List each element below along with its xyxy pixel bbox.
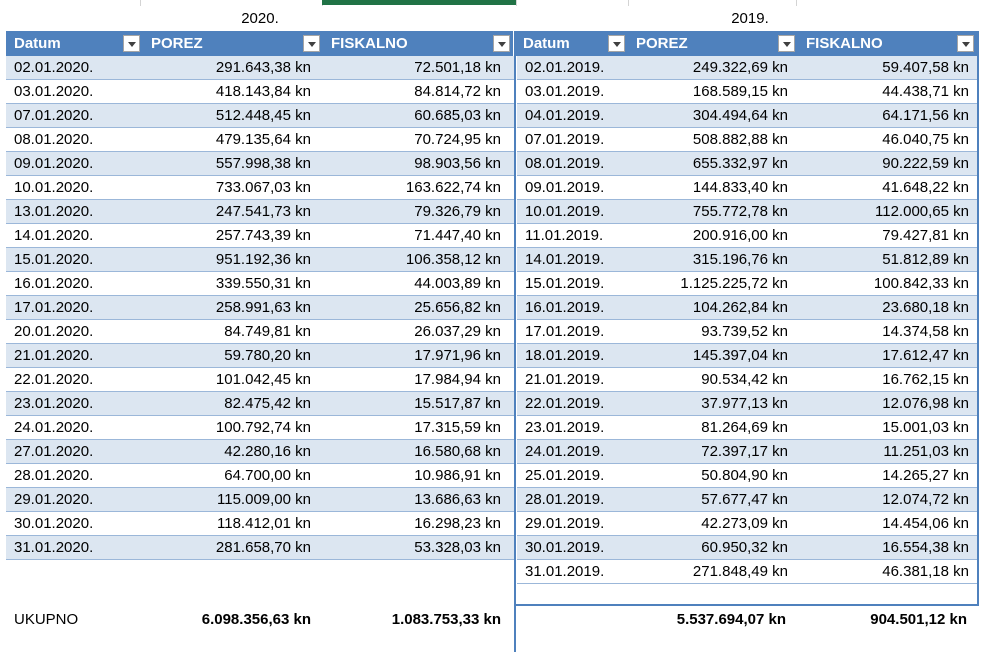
table-row (6, 272, 515, 296)
cell-porez[interactable]: 258.991,63 kn (215, 299, 311, 316)
cell-porez[interactable]: 100.792,74 kn (215, 419, 311, 436)
cell-fiskalno[interactable]: 16.762,15 kn (882, 371, 969, 388)
cell-fiskalno[interactable]: 84.814,72 kn (414, 83, 501, 100)
cell-porez[interactable]: 84.749,81 kn (224, 323, 311, 340)
cell-porez[interactable]: 755.772,78 kn (692, 203, 788, 220)
cell-fiskalno[interactable]: 17.971,96 kn (414, 347, 501, 364)
cell-fiskalno[interactable]: 13.686,63 kn (414, 491, 501, 508)
column-gridline (796, 0, 797, 6)
cell-fiskalno[interactable]: 14.265,27 kn (882, 467, 969, 484)
table-row (6, 80, 515, 104)
year-title-2020: 2020. (241, 10, 279, 27)
cell-datum[interactable]: 28.01.2019. (525, 491, 605, 508)
cell-datum[interactable]: 31.01.2019. (525, 563, 605, 580)
cell-fiskalno[interactable]: 72.501,18 kn (414, 59, 501, 76)
cell-porez[interactable]: 249.322,69 kn (692, 59, 788, 76)
cell-porez[interactable]: 57.677,47 kn (701, 491, 788, 508)
cell-porez[interactable]: 101.042,45 kn (215, 371, 311, 388)
cell-porez[interactable]: 315.196,76 kn (692, 251, 788, 268)
cell-porez[interactable]: 118.412,01 kn (217, 515, 311, 532)
cell-fiskalno[interactable]: 60.685,03 kn (414, 107, 501, 124)
header-label: POREZ (151, 35, 203, 52)
cell-datum[interactable]: 27.01.2020. (14, 443, 94, 460)
cell-porez[interactable]: 247.541,73 kn (215, 203, 311, 220)
cell-datum[interactable]: 08.01.2019. (525, 155, 605, 172)
header-label: POREZ (636, 35, 688, 52)
cell-datum[interactable]: 09.01.2020. (14, 155, 94, 172)
cell-datum[interactable]: 07.01.2019. (525, 131, 605, 148)
selected-column-indicator (322, 0, 516, 5)
cell-datum[interactable]: 09.01.2019. (525, 179, 605, 196)
cell-fiskalno[interactable]: 112.000,65 kn (875, 203, 969, 220)
cell-datum[interactable]: 18.01.2019. (525, 347, 605, 364)
cell-fiskalno[interactable]: 64.171,56 kn (882, 107, 969, 124)
filter-dropdown-icon[interactable] (493, 35, 510, 52)
table-row (6, 200, 515, 224)
cell-datum[interactable]: 16.01.2020. (14, 275, 94, 292)
cell-fiskalno[interactable]: 14.374,58 kn (882, 323, 969, 340)
cell-fiskalno[interactable]: 17.984,94 kn (414, 371, 501, 388)
cell-porez[interactable]: 104.262,84 kn (692, 299, 788, 316)
header-porez-2020[interactable] (143, 31, 323, 56)
column-gridline (140, 0, 141, 6)
cell-datum[interactable]: 22.01.2020. (14, 371, 94, 388)
cell-fiskalno[interactable]: 15.001,03 kn (882, 419, 969, 436)
table-row (6, 248, 515, 272)
cell-datum[interactable]: 31.01.2020. (14, 539, 94, 556)
cell-datum[interactable]: 28.01.2020. (14, 467, 94, 484)
cell-fiskalno[interactable]: 100.842,33 kn (873, 275, 969, 292)
cell-fiskalno[interactable]: 16.298,23 kn (414, 515, 501, 532)
table-row (6, 464, 515, 488)
header-label: FISKALNO (806, 35, 883, 52)
table-row (6, 392, 515, 416)
cell-fiskalno[interactable]: 46.381,18 kn (882, 563, 969, 580)
cell-datum[interactable]: 04.01.2019. (525, 107, 605, 124)
table-row (6, 128, 515, 152)
cell-fiskalno[interactable]: 14.454,06 kn (882, 515, 969, 532)
table-2019-border (514, 31, 979, 606)
cell-fiskalno[interactable]: 98.903,56 kn (414, 155, 501, 172)
cell-fiskalno[interactable]: 25.656,82 kn (414, 299, 501, 316)
cell-datum[interactable]: 16.01.2019. (525, 299, 605, 316)
cell-datum[interactable]: 29.01.2019. (525, 515, 605, 532)
table-row (6, 440, 515, 464)
cell-porez[interactable]: 281.658,70 kn (215, 539, 311, 556)
table-row (6, 344, 515, 368)
cell-porez[interactable]: 90.534,42 kn (701, 371, 788, 388)
table-row (6, 536, 515, 560)
table-row (6, 224, 515, 248)
cell-porez[interactable]: 42.280,16 kn (224, 443, 311, 460)
table-row (6, 176, 515, 200)
table-row (6, 512, 515, 536)
cell-datum[interactable]: 30.01.2020. (14, 515, 94, 532)
cell-porez[interactable]: 655.332,97 kn (692, 155, 788, 172)
filter-dropdown-icon[interactable] (123, 35, 140, 52)
cell-fiskalno[interactable]: 79.326,79 kn (414, 203, 501, 220)
cell-porez[interactable]: 64.700,00 kn (224, 467, 311, 484)
cell-porez[interactable]: 200.916,00 kn (692, 227, 788, 244)
cell-datum[interactable]: 11.01.2019. (525, 227, 604, 244)
cell-fiskalno[interactable]: 53.328,03 kn (414, 539, 501, 556)
cell-datum[interactable]: 24.01.2020. (14, 419, 94, 436)
table-row (6, 296, 515, 320)
cell-porez[interactable]: 59.780,20 kn (224, 347, 311, 364)
cell-porez[interactable]: 418.143,84 kn (215, 83, 311, 100)
total-porez-2019[interactable]: 5.537.694,07 kn (676, 611, 786, 628)
cell-porez[interactable]: 557.998,38 kn (215, 155, 311, 172)
cell-porez[interactable]: 60.950,32 kn (701, 539, 788, 556)
cell-datum[interactable]: 25.01.2019. (525, 467, 605, 484)
cell-datum[interactable]: 07.01.2020. (14, 107, 94, 124)
cell-datum[interactable]: 20.01.2020. (14, 323, 94, 340)
cell-porez[interactable]: 508.882,88 kn (692, 131, 788, 148)
cell-datum[interactable]: 17.01.2020. (14, 299, 94, 316)
cell-fiskalno[interactable]: 10.986,91 kn (414, 467, 501, 484)
cell-porez[interactable]: 115.009,00 kn (217, 491, 311, 508)
cell-datum[interactable]: 21.01.2019. (525, 371, 605, 388)
table-row (6, 56, 515, 80)
column-gridline (628, 0, 629, 6)
cell-fiskalno[interactable]: 51.812,89 kn (882, 251, 969, 268)
cell-fiskalno[interactable]: 11.251,03 kn (883, 443, 969, 460)
table-row (6, 104, 515, 128)
cell-fiskalno[interactable]: 12.076,98 kn (882, 395, 969, 412)
cell-porez[interactable]: 512.448,45 kn (215, 107, 311, 124)
cell-porez[interactable]: 37.977,13 kn (701, 395, 788, 412)
cell-porez[interactable]: 72.397,17 kn (701, 443, 788, 460)
cell-porez[interactable]: 93.739,52 kn (701, 323, 788, 340)
cell-porez[interactable]: 168.589,15 kn (692, 83, 788, 100)
cell-porez[interactable]: 479.135,64 kn (215, 131, 311, 148)
cell-fiskalno[interactable]: 71.447,40 kn (414, 227, 501, 244)
header-label: FISKALNO (331, 35, 408, 52)
table-row (6, 416, 515, 440)
cell-datum[interactable]: 14.01.2020. (14, 227, 94, 244)
cell-datum[interactable]: 10.01.2019. (525, 203, 605, 220)
cell-fiskalno[interactable]: 90.222,59 kn (882, 155, 969, 172)
cell-datum[interactable]: 03.01.2019. (525, 83, 605, 100)
year-title-2019: 2019. (731, 10, 769, 27)
total-fiskalno-2020[interactable]: 1.083.753,33 kn (391, 611, 501, 628)
cell-datum[interactable]: 29.01.2020. (14, 491, 94, 508)
cell-datum[interactable]: 10.01.2020. (14, 179, 94, 196)
cell-fiskalno[interactable]: 12.074,72 kn (882, 491, 969, 508)
cell-porez[interactable]: 291.643,38 kn (215, 59, 311, 76)
cell-porez[interactable]: 733.067,03 kn (215, 179, 311, 196)
cell-fiskalno[interactable]: 46.040,75 kn (882, 131, 969, 148)
cell-porez[interactable]: 42.273,09 kn (701, 515, 788, 532)
cell-datum[interactable]: 14.01.2019. (525, 251, 605, 268)
total-label[interactable]: UKUPNO (14, 611, 79, 628)
cell-fiskalno[interactable]: 23.680,18 kn (882, 299, 969, 316)
cell-porez[interactable]: 1.125.225,72 kn (680, 275, 788, 292)
table-row (6, 152, 515, 176)
cell-porez[interactable]: 82.475,42 kn (224, 395, 311, 412)
filter-dropdown-icon[interactable] (303, 35, 320, 52)
cell-fiskalno[interactable]: 70.724,95 kn (414, 131, 501, 148)
table-row (6, 368, 515, 392)
cell-datum[interactable]: 13.01.2020. (14, 203, 94, 220)
cell-datum[interactable]: 17.01.2019. (525, 323, 605, 340)
cell-fiskalno[interactable]: 15.517,87 kn (414, 395, 501, 412)
cell-porez[interactable]: 50.804,90 kn (701, 467, 788, 484)
cell-fiskalno[interactable]: 41.648,22 kn (882, 179, 969, 196)
cell-porez[interactable]: 257.743,39 kn (215, 227, 311, 244)
cell-porez[interactable]: 271.848,49 kn (692, 563, 788, 580)
cell-fiskalno[interactable]: 17.612,47 kn (882, 347, 969, 364)
cell-datum[interactable]: 08.01.2020. (14, 131, 94, 148)
cell-fiskalno[interactable]: 26.037,29 kn (414, 323, 501, 340)
cell-fiskalno[interactable]: 44.003,89 kn (414, 275, 501, 292)
cell-datum[interactable]: 23.01.2020. (14, 395, 94, 412)
cell-datum[interactable]: 22.01.2019. (525, 395, 605, 412)
cell-datum[interactable]: 23.01.2019. (525, 419, 605, 436)
cell-datum[interactable]: 15.01.2019. (525, 275, 605, 292)
cell-fiskalno[interactable]: 16.554,38 kn (882, 539, 969, 556)
header-label: Datum (523, 35, 570, 52)
cell-porez[interactable]: 304.494,64 kn (692, 107, 788, 124)
cell-porez[interactable]: 144.833,40 kn (692, 179, 788, 196)
cell-fiskalno[interactable]: 59.407,58 kn (882, 59, 969, 76)
total-porez-2020[interactable]: 6.098.356,63 kn (201, 611, 311, 628)
header-fiskalno-2020[interactable] (323, 31, 513, 56)
cell-porez[interactable]: 951.192,36 kn (215, 251, 311, 268)
cell-fiskalno[interactable]: 79.427,81 kn (882, 227, 969, 244)
header-datum-2020[interactable] (6, 31, 143, 56)
cell-porez[interactable]: 145.397,04 kn (692, 347, 788, 364)
cell-fiskalno[interactable]: 17.315,59 kn (414, 419, 501, 436)
cell-porez[interactable]: 81.264,69 kn (701, 419, 788, 436)
cell-datum[interactable]: 15.01.2020. (14, 251, 94, 268)
cell-fiskalno[interactable]: 16.580,68 kn (414, 443, 501, 460)
cell-fiskalno[interactable]: 44.438,71 kn (882, 83, 969, 100)
total-fiskalno-2019[interactable]: 904.501,12 kn (870, 611, 967, 628)
cell-fiskalno[interactable]: 163.622,74 kn (405, 179, 501, 196)
cell-porez[interactable]: 339.550,31 kn (215, 275, 311, 292)
cell-datum[interactable]: 02.01.2020. (14, 59, 94, 76)
cell-datum[interactable]: 24.01.2019. (525, 443, 605, 460)
cell-datum[interactable]: 21.01.2020. (14, 347, 94, 364)
header-label: Datum (14, 35, 61, 52)
column-gridline (516, 0, 517, 6)
table-row (6, 320, 515, 344)
table-row (6, 488, 515, 512)
cell-datum[interactable]: 03.01.2020. (14, 83, 94, 100)
cell-datum[interactable]: 30.01.2019. (525, 539, 605, 556)
cell-fiskalno[interactable]: 106.358,12 kn (405, 251, 501, 268)
cell-datum[interactable]: 02.01.2019. (525, 59, 605, 76)
